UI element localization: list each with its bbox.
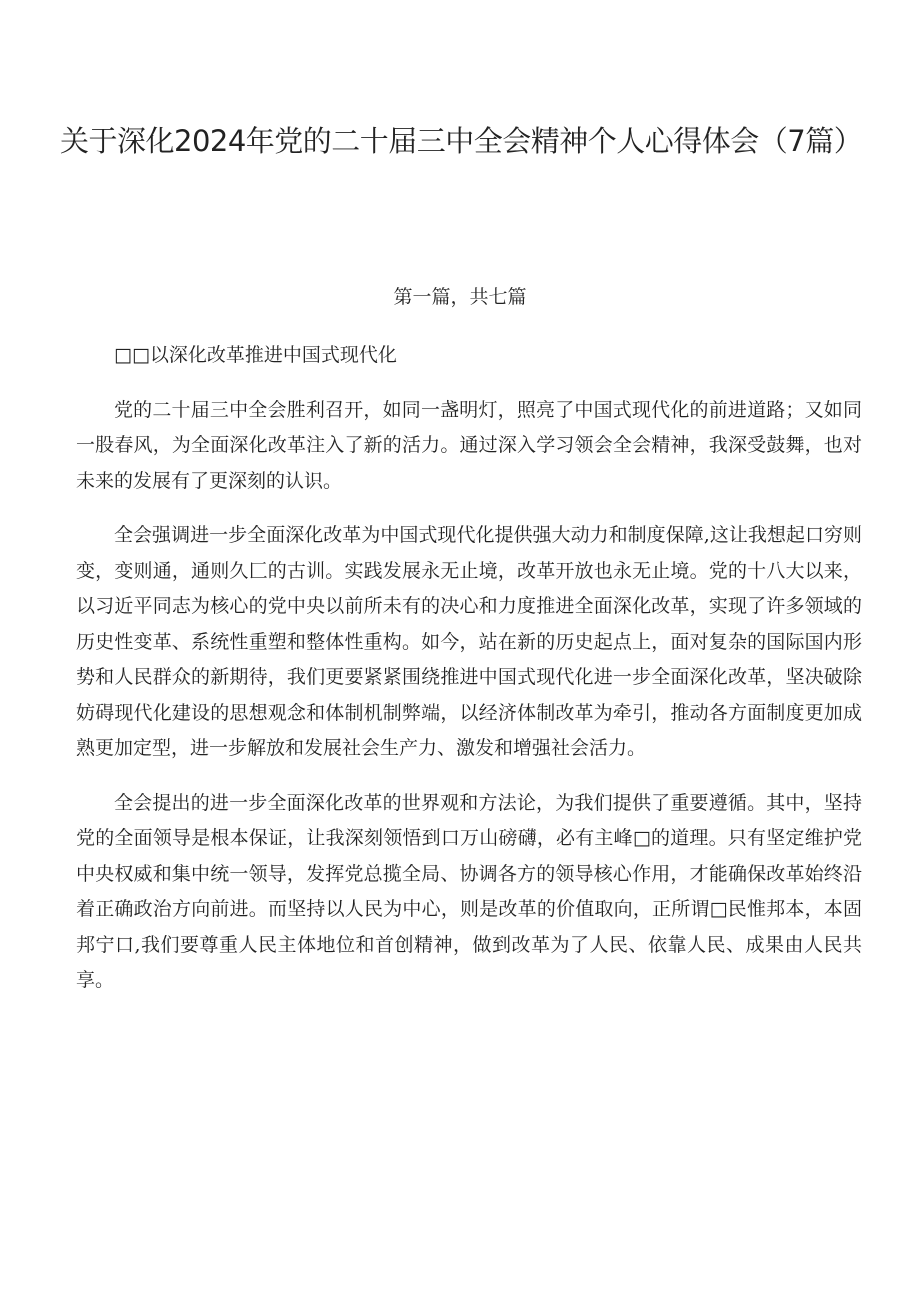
document-title: 关于深化2024年党的二十届三中全会精神个人心得体会（7篇） (60, 124, 863, 158)
paragraph-3: 全会提出的进一步全面深化改革的世界观和方法论，为我们提供了重要遵循。其中，坚持党的全面领导是根本保证，让我深刻领悟到口万山磅礴，必有主峰□的道理。只有坚定维护党中央权威和集中统一领导，发挥党总揽全局、协调各方的领导核心作用，才能确保改革始终沿着正确政治方向前进。而坚持以人民为中心，则是改革的价值取向，正所谓□民惟邦本，本固邦宁口,我们要尊重人民主体地位和首创精神，做到改革为了人民、依靠人民、成果由人民共享。 (76, 791, 862, 991)
section-label: 第一篇，共七篇 (393, 286, 527, 308)
paragraph-2: 全会强调进一步全面深化改革为中国式现代化提供强大动力和制度保障,这让我想起口穷则变，变则通，通则久匚的古训。实践发展永无止境，改革开放也永无止境。党的十八大以来，以习近平同志为核心的党中央以前所未有的决心和力度推进全面深化改革，实现了许多领域的历史性变革、系统性重塑和整体性重构。如今，站在新的历史起点上，面对复杂的国际国内形势和人民群众的新期待，我们更要紧紧围绕推进中国式现代化进一步全面深化改革，坚决破除妨碍现代化建设的思想观念和体制机制弊端，以经济体制改革为牵引，推动各方面制度更加成熟更加定型，进一步解放和发展社会生产力、激发和增强社会活力。 (76, 524, 862, 759)
document-body (76, 338, 862, 1018)
article-subtitle: □□以深化改革推进中国式现代化 (114, 344, 397, 366)
paragraph-1: 党的二十届三中全会胜利召开，如同一盏明灯，照亮了中国式现代化的前进道路；又如同一股春风，为全面深化改革注入了新的活力。通过深入学习领会全会精神，我深受鼓舞，也对未来的发展有了更深刻的认识。 (76, 398, 862, 492)
